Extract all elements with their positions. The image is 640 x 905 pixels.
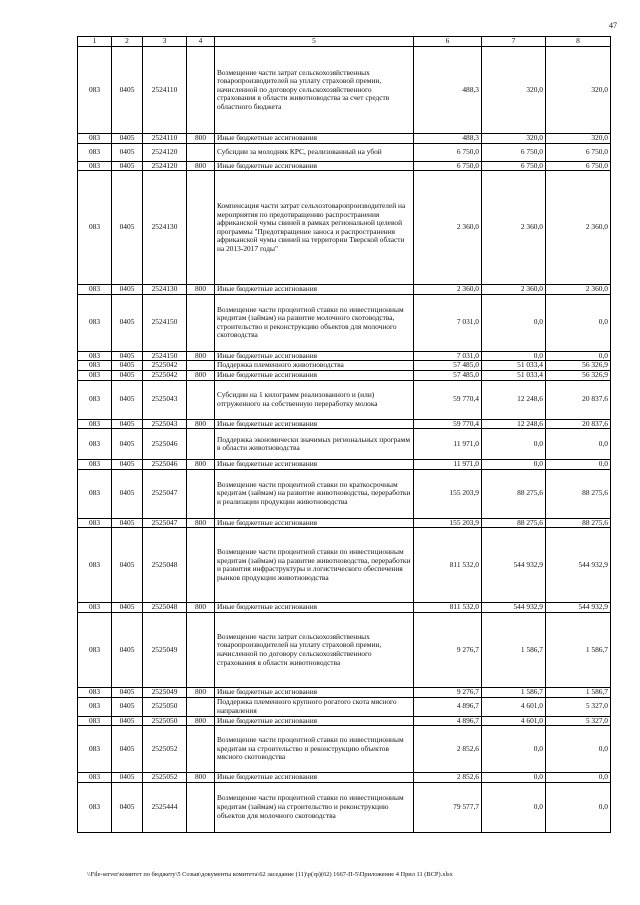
cell-amount-col7: 544 932,9 (482, 603, 546, 613)
cell-amount-col8: 2 360,0 (546, 285, 611, 295)
cell-amount-col7: 1 586,7 (482, 687, 546, 697)
cell-amount-col8: 0,0 (546, 726, 611, 773)
table-row (78, 380, 611, 419)
cell-ministry-code: 083 (78, 419, 112, 429)
cell-ministry-code: 083 (78, 370, 112, 380)
cell-amount-col8: 20 837,6 (546, 419, 611, 429)
cell-amount-col8: 0,0 (546, 460, 611, 470)
cell-amount-col7: 0,0 (482, 460, 546, 470)
cell-item-name: Компенсация части затрат сельхозтоваропроизводителей на мероприятия по предотвращению распространения африканской чумы свиней в рамках региональной целевой программы "Предотвращение заноса и распространения африканской чумы свиней на территории Тверской области на 2013-2017 годы" (215, 171, 414, 285)
cell-expense-type (187, 294, 215, 351)
cell-amount-col7: 0,0 (482, 726, 546, 773)
cell-section-code: 0405 (112, 419, 143, 429)
col-header-2: 2 (112, 37, 143, 47)
cell-expense-type: 800 (187, 687, 215, 697)
cell-amount-col8: 6 750,0 (546, 143, 611, 161)
cell-amount-col6: 488,3 (414, 47, 482, 134)
cell-item-name: Иные бюджетные ассигнования (215, 773, 414, 783)
cell-amount-col8: 88 275,6 (546, 518, 611, 528)
cell-ministry-code: 083 (78, 528, 112, 603)
cell-expense-type (187, 47, 215, 134)
cell-target-code: 2525042 (143, 370, 187, 380)
table-row (78, 612, 611, 687)
table-row (78, 294, 611, 351)
cell-amount-col6: 4 896,7 (414, 697, 482, 716)
cell-amount-col6: 2 852,6 (414, 773, 482, 783)
cell-item-name: Поддержка племенного животноводства (215, 361, 414, 371)
cell-amount-col8: 88 275,6 (546, 469, 611, 518)
cell-amount-col7: 4 601,0 (482, 716, 546, 726)
cell-amount-col7: 0,0 (482, 782, 546, 832)
cell-section-code: 0405 (112, 370, 143, 380)
cell-target-code: 2524110 (143, 47, 187, 134)
cell-amount-col8: 0,0 (546, 773, 611, 783)
cell-target-code: 2525052 (143, 773, 187, 783)
cell-item-name: Иные бюджетные ассигнования (215, 285, 414, 295)
cell-amount-col8: 0,0 (546, 294, 611, 351)
cell-amount-col7: 6 750,0 (482, 161, 546, 171)
header-row (78, 37, 611, 47)
cell-item-name: Возмещение части процентной ставки по инвестиционным кредитам на строительство и реконструкцию объектов мясного скотоводства (215, 726, 414, 773)
cell-expense-type: 800 (187, 419, 215, 429)
cell-section-code: 0405 (112, 361, 143, 371)
cell-item-name: Иные бюджетные ассигнования (215, 419, 414, 429)
cell-amount-col6: 155 203,9 (414, 469, 482, 518)
cell-section-code: 0405 (112, 697, 143, 716)
cell-amount-col8: 0,0 (546, 351, 611, 361)
table-row (78, 773, 611, 783)
cell-expense-type: 800 (187, 134, 215, 144)
cell-section-code: 0405 (112, 294, 143, 351)
cell-expense-type (187, 726, 215, 773)
cell-target-code: 2525049 (143, 612, 187, 687)
cell-item-name: Иные бюджетные ассигнования (215, 351, 414, 361)
table-row (78, 469, 611, 518)
cell-amount-col7: 88 275,6 (482, 469, 546, 518)
cell-target-code: 2525052 (143, 726, 187, 773)
cell-target-code: 2525047 (143, 518, 187, 528)
cell-amount-col8: 56 326,9 (546, 361, 611, 371)
cell-ministry-code: 083 (78, 460, 112, 470)
cell-expense-type: 800 (187, 716, 215, 726)
cell-ministry-code: 083 (78, 285, 112, 295)
cell-target-code: 2524150 (143, 294, 187, 351)
col-header-6: 6 (414, 37, 482, 47)
cell-section-code: 0405 (112, 285, 143, 295)
cell-item-name: Субсидии на 1 килограмм реализованного и (или) отгруженного на собственную переработку молока (215, 380, 414, 419)
table-row (78, 171, 611, 285)
cell-ministry-code: 083 (78, 47, 112, 134)
cell-amount-col6: 2 360,0 (414, 171, 482, 285)
cell-ministry-code: 083 (78, 469, 112, 518)
cell-section-code: 0405 (112, 47, 143, 134)
cell-expense-type: 800 (187, 603, 215, 613)
cell-section-code: 0405 (112, 612, 143, 687)
cell-amount-col6: 7 031,0 (414, 351, 482, 361)
cell-amount-col6: 11 971,0 (414, 460, 482, 470)
cell-target-code: 2524110 (143, 134, 187, 144)
cell-amount-col6: 155 203,9 (414, 518, 482, 528)
cell-target-code: 2524150 (143, 351, 187, 361)
cell-amount-col8: 0,0 (546, 782, 611, 832)
table-row (78, 697, 611, 716)
cell-amount-col7: 6 750,0 (482, 143, 546, 161)
col-header-3: 3 (143, 37, 187, 47)
cell-item-name: Иные бюджетные ассигнования (215, 687, 414, 697)
cell-item-name: Иные бюджетные ассигнования (215, 716, 414, 726)
cell-section-code: 0405 (112, 603, 143, 613)
cell-amount-col6: 9 276,7 (414, 687, 482, 697)
cell-section-code: 0405 (112, 687, 143, 697)
cell-section-code: 0405 (112, 460, 143, 470)
cell-expense-type (187, 697, 215, 716)
cell-amount-col7: 2 360,0 (482, 171, 546, 285)
cell-target-code: 2525050 (143, 697, 187, 716)
cell-section-code: 0405 (112, 469, 143, 518)
table-row (78, 429, 611, 460)
cell-amount-col7: 0,0 (482, 429, 546, 460)
cell-section-code: 0405 (112, 380, 143, 419)
cell-target-code: 2524120 (143, 161, 187, 171)
cell-amount-col7: 320,0 (482, 134, 546, 144)
cell-section-code: 0405 (112, 773, 143, 783)
cell-expense-type (187, 612, 215, 687)
cell-amount-col7: 12 248,6 (482, 380, 546, 419)
cell-expense-type: 800 (187, 285, 215, 295)
cell-expense-type: 800 (187, 460, 215, 470)
col-header-8: 8 (546, 37, 611, 47)
cell-item-name: Поддержка племенного крупного рогатого скота мясного направления (215, 697, 414, 716)
cell-ministry-code: 083 (78, 612, 112, 687)
table-row (78, 726, 611, 773)
cell-section-code: 0405 (112, 528, 143, 603)
table-row (78, 419, 611, 429)
cell-item-name: Возмещение части процентной ставки по инвестиционным кредитам (займам) на развитие молочного скотоводства, строительство и реконструкцию объектов для молочного скотоводства (215, 294, 414, 351)
cell-section-code: 0405 (112, 518, 143, 528)
cell-amount-col6: 59 770,4 (414, 380, 482, 419)
cell-ministry-code: 083 (78, 161, 112, 171)
cell-ministry-code: 083 (78, 294, 112, 351)
cell-expense-type: 800 (187, 351, 215, 361)
cell-amount-col8: 544 932,9 (546, 528, 611, 603)
cell-expense-type (187, 380, 215, 419)
cell-amount-col7: 88 275,6 (482, 518, 546, 528)
cell-amount-col6: 79 577,7 (414, 782, 482, 832)
cell-target-code: 2525042 (143, 361, 187, 371)
cell-ministry-code: 083 (78, 773, 112, 783)
cell-ministry-code: 083 (78, 687, 112, 697)
cell-ministry-code: 083 (78, 726, 112, 773)
cell-ministry-code: 083 (78, 143, 112, 161)
cell-target-code: 2524120 (143, 143, 187, 161)
footer-file-path: \\File-server\комитет по бюджету\5 Созыв\документы комитета\62 заседание (11)\р(зр)(62) 1667-П-5\Приложение 4 Прил 11 (ВСР).xlsx (87, 871, 453, 878)
cell-expense-type (187, 782, 215, 832)
table-row (78, 603, 611, 613)
cell-amount-col6: 4 896,7 (414, 716, 482, 726)
cell-section-code: 0405 (112, 143, 143, 161)
table-row (78, 370, 611, 380)
cell-target-code: 2525048 (143, 528, 187, 603)
table-row (78, 518, 611, 528)
table-row (78, 528, 611, 603)
cell-expense-type (187, 469, 215, 518)
cell-ministry-code: 083 (78, 782, 112, 832)
cell-amount-col6: 811 532,0 (414, 528, 482, 603)
cell-amount-col7: 0,0 (482, 773, 546, 783)
cell-expense-type: 800 (187, 518, 215, 528)
cell-section-code: 0405 (112, 782, 143, 832)
cell-amount-col7: 0,0 (482, 351, 546, 361)
cell-amount-col7: 4 601,0 (482, 697, 546, 716)
cell-target-code: 2525048 (143, 603, 187, 613)
page-number: 47 (609, 21, 617, 30)
table-row (78, 782, 611, 832)
cell-ministry-code: 083 (78, 134, 112, 144)
cell-section-code: 0405 (112, 429, 143, 460)
cell-target-code: 2525444 (143, 782, 187, 832)
cell-section-code: 0405 (112, 171, 143, 285)
cell-ministry-code: 083 (78, 518, 112, 528)
cell-amount-col7: 12 248,6 (482, 419, 546, 429)
cell-amount-col6: 59 770,4 (414, 419, 482, 429)
cell-item-name: Иные бюджетные ассигнования (215, 134, 414, 144)
table-row (78, 47, 611, 134)
cell-ministry-code: 083 (78, 429, 112, 460)
cell-amount-col8: 320,0 (546, 47, 611, 134)
cell-expense-type: 800 (187, 370, 215, 380)
cell-amount-col8: 0,0 (546, 429, 611, 460)
cell-amount-col6: 57 485,0 (414, 370, 482, 380)
cell-amount-col8: 1 586,7 (546, 612, 611, 687)
table-row (78, 716, 611, 726)
cell-section-code: 0405 (112, 134, 143, 144)
table-row (78, 134, 611, 144)
cell-amount-col6: 57 485,0 (414, 361, 482, 371)
cell-amount-col7: 320,0 (482, 47, 546, 134)
cell-amount-col7: 2 360,0 (482, 285, 546, 295)
table-row (78, 143, 611, 161)
cell-expense-type (187, 429, 215, 460)
cell-item-name: Субсидии за молодняк КРС, реализованный на убой (215, 143, 414, 161)
cell-expense-type (187, 171, 215, 285)
table-row (78, 687, 611, 697)
cell-item-name: Возмещение части процентной ставки по краткосрочным кредитам (займам) на развитие животноводства, переработки и реализации продукции животноводства (215, 469, 414, 518)
cell-section-code: 0405 (112, 351, 143, 361)
cell-ministry-code: 083 (78, 171, 112, 285)
cell-amount-col7: 544 932,9 (482, 528, 546, 603)
cell-item-name: Иные бюджетные ассигнования (215, 370, 414, 380)
cell-amount-col8: 544 932,9 (546, 603, 611, 613)
cell-amount-col8: 1 586,7 (546, 687, 611, 697)
cell-section-code: 0405 (112, 161, 143, 171)
cell-target-code: 2524130 (143, 171, 187, 285)
cell-ministry-code: 083 (78, 697, 112, 716)
cell-target-code: 2525047 (143, 469, 187, 518)
col-header-7: 7 (482, 37, 546, 47)
cell-item-name: Возмещение части затрат сельскохозяйственных товаропроизводителей на уплату страховой премии, начисленной по договору сельскохозяйственного страхования в области животноводства (215, 612, 414, 687)
cell-section-code: 0405 (112, 726, 143, 773)
cell-amount-col8: 5 327,0 (546, 716, 611, 726)
col-header-5: 5 (215, 37, 414, 47)
table-row (78, 285, 611, 295)
cell-ministry-code: 083 (78, 351, 112, 361)
col-header-1: 1 (78, 37, 112, 47)
cell-item-name: Иные бюджетные ассигнования (215, 518, 414, 528)
cell-section-code: 0405 (112, 716, 143, 726)
table-row (78, 460, 611, 470)
cell-amount-col7: 1 586,7 (482, 612, 546, 687)
cell-amount-col8: 2 360,0 (546, 171, 611, 285)
cell-amount-col8: 5 327,0 (546, 697, 611, 716)
cell-target-code: 2525049 (143, 687, 187, 697)
cell-target-code: 2525050 (143, 716, 187, 726)
budget-table (77, 36, 611, 833)
cell-amount-col6: 2 360,0 (414, 285, 482, 295)
cell-amount-col6: 488,3 (414, 134, 482, 144)
cell-amount-col8: 56 326,9 (546, 370, 611, 380)
cell-expense-type: 800 (187, 773, 215, 783)
cell-ministry-code: 083 (78, 380, 112, 419)
cell-amount-col6: 6 750,0 (414, 143, 482, 161)
table-row (78, 161, 611, 171)
cell-amount-col6: 2 852,6 (414, 726, 482, 773)
cell-item-name: Поддержка экономически значимых региональных программ в области животноводства (215, 429, 414, 460)
cell-item-name: Возмещение части процентной ставки по инвестиционным кредитам (займам) на развитие животноводства, переработки и развития инфраструктуры и логистического обеспечения рынков продукции животноводства (215, 528, 414, 603)
cell-target-code: 2525046 (143, 429, 187, 460)
cell-item-name: Иные бюджетные ассигнования (215, 161, 414, 171)
cell-target-code: 2525046 (143, 460, 187, 470)
cell-item-name: Иные бюджетные ассигнования (215, 603, 414, 613)
cell-target-code: 2525043 (143, 419, 187, 429)
cell-target-code: 2525043 (143, 380, 187, 419)
cell-expense-type: 800 (187, 161, 215, 171)
cell-item-name: Иные бюджетные ассигнования (215, 460, 414, 470)
cell-amount-col8: 320,0 (546, 134, 611, 144)
cell-ministry-code: 083 (78, 361, 112, 371)
cell-ministry-code: 083 (78, 716, 112, 726)
cell-item-name: Возмещение части затрат сельскохозяйственных товаропроизводителей на уплату страховой премии, начисленной по договору сельскохозяйственного страхования в области животноводства за счет средств областного бюджета (215, 47, 414, 134)
cell-target-code: 2524130 (143, 285, 187, 295)
cell-amount-col7: 51 033,4 (482, 370, 546, 380)
cell-amount-col6: 6 750,0 (414, 161, 482, 171)
cell-amount-col6: 811 532,0 (414, 603, 482, 613)
col-header-4: 4 (187, 37, 215, 47)
cell-amount-col7: 51 033,4 (482, 361, 546, 371)
cell-amount-col8: 6 750,0 (546, 161, 611, 171)
cell-amount-col6: 7 031,0 (414, 294, 482, 351)
cell-item-name: Возмещение части процентной ставки по инвестиционным кредитам (займам) на строительство и реконструкцию объектов для молочного скотоводства (215, 782, 414, 832)
cell-amount-col6: 11 971,0 (414, 429, 482, 460)
cell-expense-type (187, 143, 215, 161)
cell-ministry-code: 083 (78, 603, 112, 613)
cell-amount-col6: 9 276,7 (414, 612, 482, 687)
cell-amount-col8: 20 837,6 (546, 380, 611, 419)
cell-amount-col7: 0,0 (482, 294, 546, 351)
cell-expense-type (187, 528, 215, 603)
